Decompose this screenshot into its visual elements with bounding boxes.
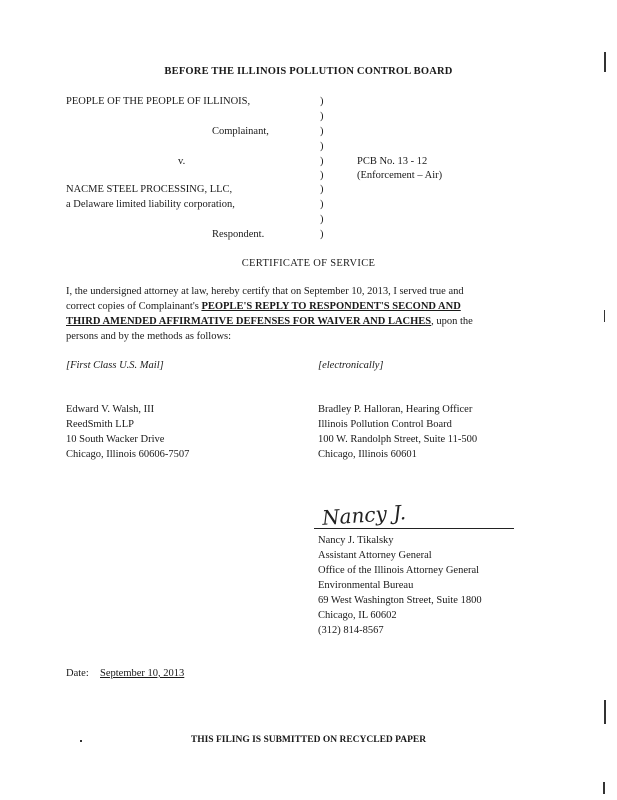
scan-mark bbox=[604, 700, 606, 724]
signer-line: (312) 814-8567 bbox=[318, 625, 384, 636]
body-line-3 bbox=[66, 316, 473, 327]
scan-mark bbox=[604, 52, 606, 72]
caption-paren: ) bbox=[320, 199, 324, 210]
body-line-2-text: correct copies of Complainant's bbox=[66, 301, 202, 312]
method-mail: [First Class U.S. Mail] bbox=[66, 360, 164, 371]
scan-mark bbox=[604, 310, 605, 322]
case-type: (Enforcement – Air) bbox=[357, 170, 443, 181]
versus-label: v. bbox=[178, 156, 186, 167]
caption-paren: ) bbox=[320, 126, 324, 137]
body-line-2 bbox=[66, 301, 461, 312]
signer-line: Office of the Illinois Attorney General bbox=[318, 565, 480, 576]
caption-paren: ) bbox=[320, 156, 324, 167]
caption-paren: ) bbox=[320, 111, 324, 122]
body-line-4: persons and by the methods as follows: bbox=[66, 331, 232, 342]
body-line-1: I, the undersigned attorney at law, hereby certify that on September 10, 2013, I served true and bbox=[66, 286, 464, 297]
caption-paren: ) bbox=[320, 214, 324, 225]
certificate-title: CERTIFICATE OF SERVICE bbox=[241, 258, 376, 269]
caption-paren: ) bbox=[320, 170, 324, 181]
method-electronic: [electronically] bbox=[318, 360, 384, 371]
plaintiff-name: PEOPLE OF THE PEOPLE OF ILLINOIS, bbox=[66, 96, 251, 107]
signer-line: Environmental Bureau bbox=[318, 580, 414, 591]
date-value: September 10, 2013 bbox=[100, 668, 185, 679]
signature-line bbox=[314, 528, 514, 529]
body-line-3-text: , upon the bbox=[431, 316, 473, 327]
signer-line: Nancy J. Tikalsky bbox=[318, 535, 394, 546]
recipient-right-line: 100 W. Randolph Street, Suite 11-500 bbox=[318, 434, 478, 445]
recipient-left-line: 10 South Wacker Drive bbox=[66, 434, 165, 445]
recipient-left-line: ReedSmith LLP bbox=[66, 419, 134, 430]
handwritten-signature: Nancy J. bbox=[321, 500, 407, 530]
recycled-paper-footer: THIS FILING IS SUBMITTED ON RECYCLED PAPER bbox=[190, 735, 427, 745]
date-label: Date: bbox=[66, 668, 89, 679]
scan-mark bbox=[603, 782, 605, 794]
case-number: PCB No. 13 - 12 bbox=[357, 156, 428, 167]
caption-paren: ) bbox=[320, 96, 324, 107]
filing-title-part-2: THIRD AMENDED AFFIRMATIVE DEFENSES FOR WAIVER AND LACHES bbox=[66, 316, 432, 327]
filing-title-part-1: PEOPLE'S REPLY TO RESPONDENT'S SECOND AND bbox=[201, 301, 461, 312]
signer-line: 69 West Washington Street, Suite 1800 bbox=[318, 595, 482, 606]
recipient-left-line: Edward V. Walsh, III bbox=[66, 404, 155, 415]
signer-line: Chicago, IL 60602 bbox=[318, 610, 397, 621]
plaintiff-role: Complainant, bbox=[212, 126, 269, 137]
respondent-description: a Delaware limited liability corporation, bbox=[66, 199, 235, 210]
recipient-right-line: Chicago, Illinois 60601 bbox=[318, 449, 417, 460]
respondent-name: NACME STEEL PROCESSING, LLC, bbox=[66, 184, 233, 195]
respondent-role: Respondent. bbox=[212, 229, 265, 240]
recipient-right-line: Illinois Pollution Control Board bbox=[318, 419, 452, 430]
document-heading: BEFORE THE ILLINOIS POLLUTION CONTROL BOARD bbox=[164, 66, 453, 77]
recipient-left-line: Chicago, Illinois 60606-7507 bbox=[66, 449, 190, 460]
scan-mark bbox=[80, 740, 82, 742]
recipient-right-line: Bradley P. Halloran, Hearing Officer bbox=[318, 404, 473, 415]
caption-paren: ) bbox=[320, 229, 324, 240]
signer-line: Assistant Attorney General bbox=[318, 550, 432, 561]
caption-paren: ) bbox=[320, 141, 324, 152]
caption-paren: ) bbox=[320, 184, 324, 195]
